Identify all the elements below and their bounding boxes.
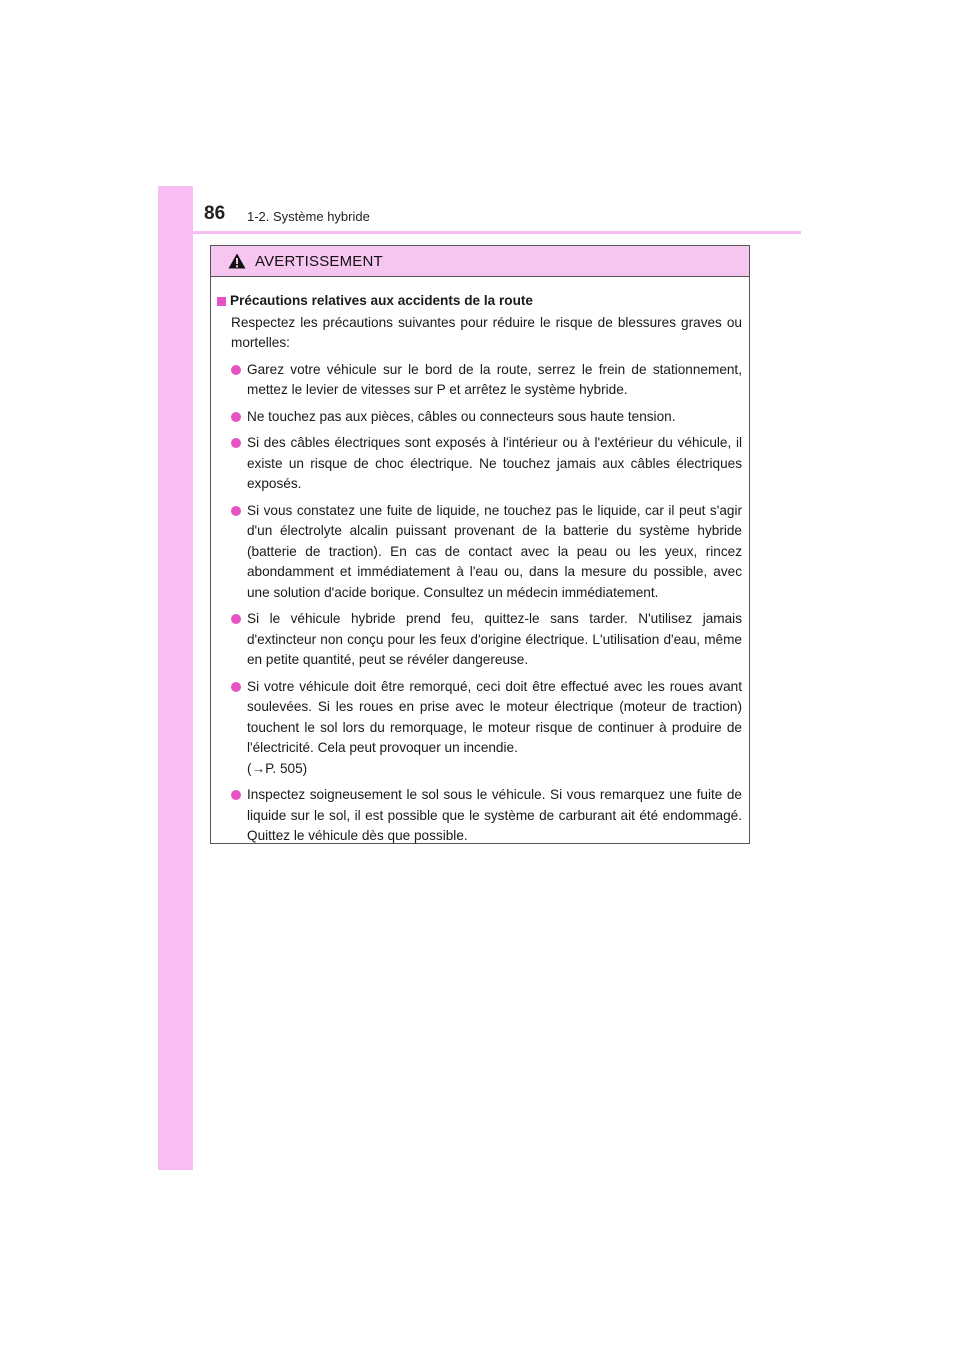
list-item-text: [247, 677, 742, 780]
header-rule: [193, 231, 801, 234]
header-tab-fill: [158, 186, 193, 233]
list-item: [231, 433, 742, 495]
circle-bullet-icon: [231, 412, 241, 422]
circle-bullet-icon: [231, 365, 241, 375]
list-item-text: Ne touchez pas aux pièces, câbles ou connecteurs sous haute tension.: [247, 408, 676, 424]
list-item: [231, 360, 742, 401]
page-number: 86: [204, 203, 226, 224]
list-item-text: Garez votre véhicule sur le bord de la route, serrez le frein de stationnement, mettez le levier de vitesses sur P et arrêtez le système hybride.: [247, 361, 742, 397]
list-item: [231, 609, 742, 671]
square-bullet-icon: [217, 297, 226, 306]
warning-body: [211, 277, 749, 847]
warning-topic: [217, 291, 742, 312]
list-item-text: Si le véhicule hybride prend feu, quittez-le sans tarder. N'utilisez jamais d'extincteur non conçu pour les feux d'origine électrique. L'utilisation d'eau, même en petite quantité, peut se révéler dangereuse.: [247, 611, 742, 667]
warning-topic-text: Précautions relatives aux accidents de la route: [230, 293, 533, 308]
warning-triangle-icon: [228, 253, 246, 269]
circle-bullet-icon: [231, 506, 241, 516]
warning-intro: Respectez les précautions suivantes pour réduire le risque de blessures graves ou mortelles:: [231, 314, 742, 350]
circle-bullet-icon: [231, 614, 241, 624]
list-item: [231, 785, 742, 847]
list-item-text: Inspectez soigneusement le sol sous le véhicule. Si vous remarquez une fuite de liquide sur le sol, il est possible que le système de carburant ait été endommagé. Quittez le véhicule dès que possible.: [247, 787, 742, 843]
list-item-text: Si vous constatez une fuite de liquide, ne touchez pas le liquide, car il peut s'agir d'un électrolyte alcalin puissant provenant de la batterie du système hybride (batterie de traction). En cas de contact avec la peau ou les yeux, rincez abondamment et immédiatement à l'eau ou, dans la mesure du possible, avec une solution d'acide borique. Consultez un médecin immédiatement.: [247, 502, 742, 600]
warning-items-list: [217, 360, 742, 847]
circle-bullet-icon: [231, 438, 241, 448]
list-item: [231, 407, 742, 428]
warning-box: [210, 245, 750, 844]
circle-bullet-icon: [231, 682, 241, 692]
list-item: [231, 677, 742, 780]
list-item-text: Si des câbles électriques sont exposés à l'intérieur ou à l'extérieur du véhicule, il existe un risque de choc électrique. Ne touchez jamais aux câbles électriques exposés.: [247, 435, 742, 491]
page-reference-link[interactable]: (→P. 505): [247, 760, 308, 776]
side-tab-band: [158, 186, 193, 1170]
warning-title: AVERTISSEMENT: [255, 252, 383, 270]
list-item: [231, 501, 742, 604]
section-title: 1-2. Système hybride: [247, 209, 370, 224]
warning-header: [211, 246, 749, 277]
circle-bullet-icon: [231, 790, 241, 800]
list-item-body: Si votre véhicule doit être remorqué, ceci doit être effectué avec les roues avant soulevées. Si les roues en prise avec le moteur électrique (moteur de traction) touchent le sol lors du remorquage, le moteur risque de continuer à produire de l'électricité. Cela peut provoquer un incendie.: [247, 678, 742, 755]
